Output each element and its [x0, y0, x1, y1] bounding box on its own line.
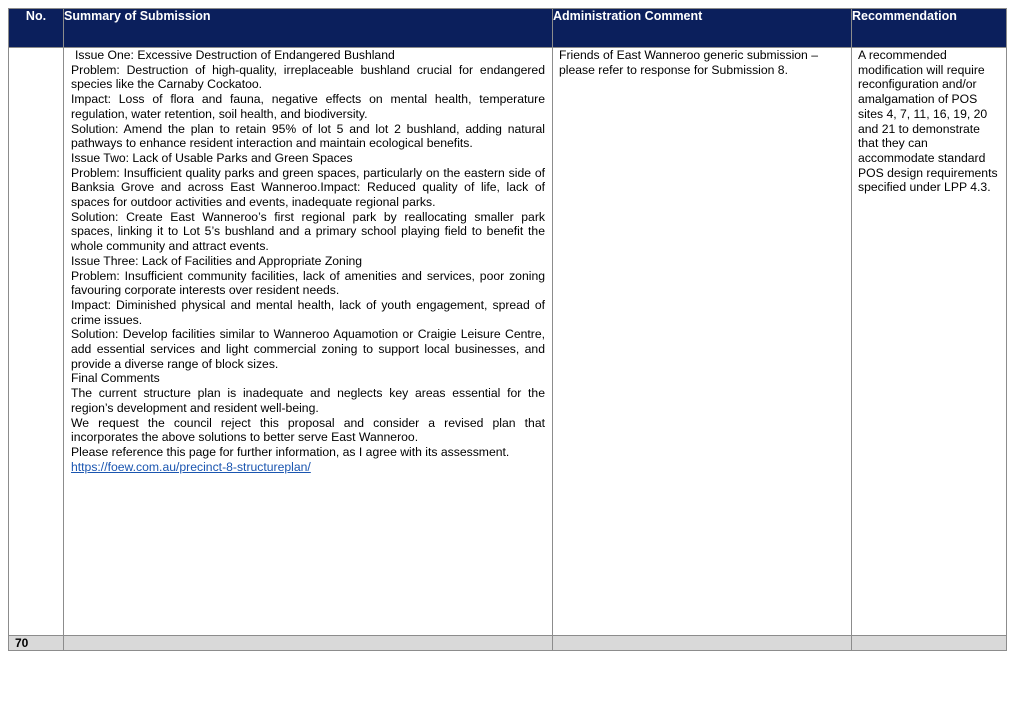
summary-line: We request the council reject this proposal and consider a revised plan that incorporates the above solutions to better serve East Wanneroo. — [71, 415, 545, 445]
summary-line: Solution: Create East Wanneroo’s first regional park by reallocating smaller park spaces, linking it to Lot 5’s bushland and a primary school playing field to benefit the whole community and attract events. — [71, 209, 545, 254]
summary-line: Impact: Loss of flora and fauna, negative effects on mental health, temperature regulation, water retention, soil health, and biodiversity. — [71, 92, 545, 121]
header-recommendation: Recommendation — [852, 9, 1007, 48]
row-number-cell — [9, 48, 64, 636]
next-row — [9, 636, 1007, 651]
summary-line: Problem: Insufficient quality parks and green spaces, particularly on the eastern side of Banksia Grove and across East Wanneroo.Impact: Reduced quality of life, lack of spaces for outdoor activities and events, inadequate regional parks. — [71, 165, 545, 210]
next-row-recommendation — [852, 636, 1007, 651]
submissions-table — [8, 8, 1007, 651]
admin-comment-text: Friends of East Wanneroo generic submission – please refer to response for Submission 8. — [559, 48, 818, 77]
summary-cell — [64, 48, 553, 636]
next-row-admin — [553, 636, 852, 651]
next-row-summary — [64, 636, 553, 651]
summary-line: Issue Three: Lack of Facilities and Appropriate Zoning — [71, 253, 363, 268]
header-row — [9, 9, 1007, 48]
recommendation-cell — [852, 48, 1007, 636]
header-admin-comment: Administration Comment — [553, 9, 852, 48]
header-no: No. — [9, 9, 64, 48]
summary-line: The current structure plan is inadequate and neglects key areas essential for the region’s development and resident well-being. — [71, 386, 545, 415]
recommendation-text: A recommended modification will require reconfiguration and/or amalgamation of POS sites 4, 7, 11, 16, 19, 20 and 21 to demonstrate that they can accommodate standard POS design requirements specified under LPP 4.3. — [858, 48, 998, 195]
header-summary: Summary of Submission — [64, 9, 553, 48]
summary-line: Solution: Amend the plan to retain 95% of lot 5 and lot 2 bushland, adding natural pathways to enhance resident interaction and maintain ecological benefits. — [71, 121, 545, 151]
summary-line: Final Comments — [71, 371, 160, 386]
summary-line: Problem: Destruction of high-quality, irreplaceable bushland crucial for endangered species like the Carnaby Cockatoo. — [71, 62, 545, 92]
summary-line: Please reference this page for further information, as I agree with its assessment. — [71, 444, 510, 459]
summary-line: Issue One: Excessive Destruction of Endangered Bushland — [75, 48, 395, 62]
reference-link[interactable]: https://foew.com.au/precinct-8-structureplan/ — [71, 459, 311, 474]
next-row-number: 70 — [9, 636, 64, 651]
admin-comment-cell — [553, 48, 852, 636]
summary-line: Impact: Diminished physical and mental health, lack of youth engagement, spread of crime issues. — [71, 297, 545, 327]
summary-line: Solution: Develop facilities similar to Wanneroo Aquamotion or Craigie Leisure Centre, add essential services and light commercial zoning to support local businesses, and provide a diverse range of block sizes. — [71, 327, 545, 371]
summary-line: Issue Two: Lack of Usable Parks and Green Spaces — [71, 150, 353, 165]
table-row — [9, 48, 1007, 636]
summary-line: Problem: Insufficient community facilities, lack of amenities and services, poor zoning favouring corporate interests over resident needs. — [71, 268, 545, 298]
summary-text — [64, 48, 552, 474]
